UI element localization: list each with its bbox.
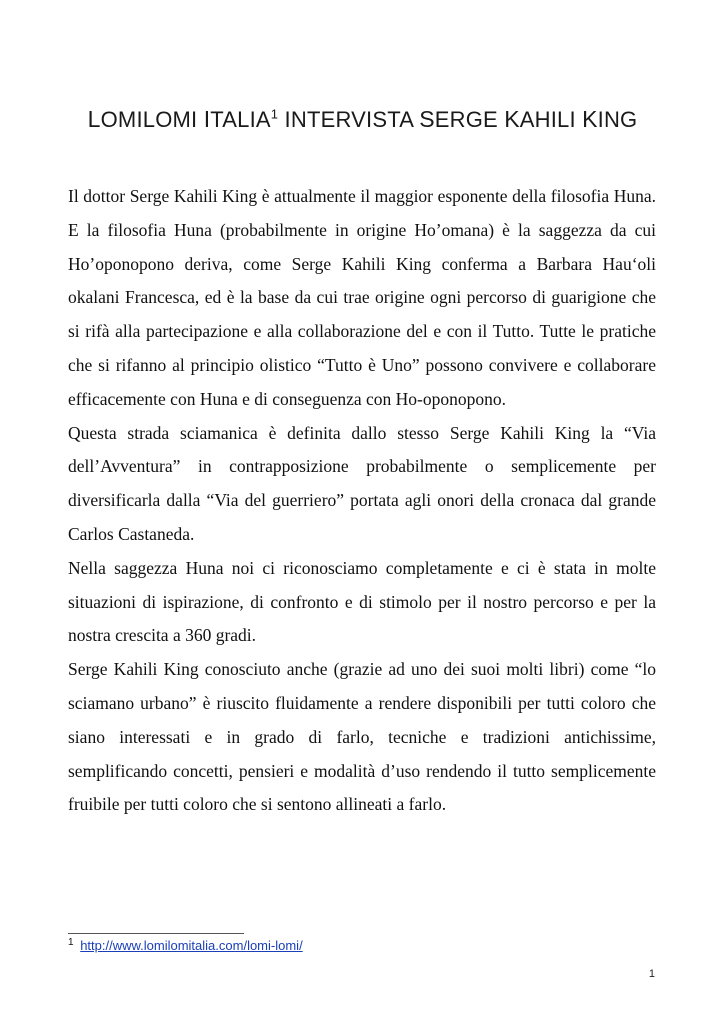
title-word-intervista: INTERVISTA — [284, 107, 413, 132]
footnote-separator — [68, 933, 244, 934]
title-word-kahili: KAHILI — [504, 106, 576, 132]
title-word-lomilomi: LOMILOMI — [87, 106, 198, 132]
footnote-number: 1 — [68, 936, 74, 948]
title-word-king: KING — [582, 106, 638, 132]
page-number: 1 — [648, 968, 655, 980]
title-word-italia: ITALIA$^1$ — [203, 106, 279, 132]
paragraph: Nella saggezza Huna noi ci riconosciamo completamente e ci è stata in molte situazioni di ispirazione, di confronto e di stimolo per il nostro percorso e per la nostra crescita a 360 gradi. — [68, 557, 656, 646]
body-text — [68, 180, 656, 822]
title-word-serge: SERGE — [419, 106, 498, 132]
paragraph: Il dottor Serge Kahili King è attualmente il maggior esponente della filosofia Huna. E la filosofia Huna (probabilmente in origine Ho’omana) è la saggezza da cui Ho’oponopono deriva, come Serge Kahili King conferma a Barbara Hau‘oli okalani Francesca, ed è la base da cui trae origine ogni percorso di guarigione che si rifà alla partecipazione e alla collaborazione del e con il Tutto. Tutte le pratiche che si rifanno al principio olistico “Tutto è Uno” possono convivere e collaborare efficacemente con Huna e di conseguenza con Ho-oponopono. — [68, 186, 656, 409]
paragraph: Questa strada sciamanica è definita dallo stesso Serge Kahili King la “Via dell’Avventura” in contrapposizione probabilmente o semplicemente per diversificarla dalla “Via del guerriero” portata agli onori della cronaca dal grande Carlos Castaneda. — [68, 422, 656, 544]
paragraph: Serge Kahili King conosciuto anche (grazie ad uno dei suoi molti libri) come “lo sciamano urbano” è riuscito fluidamente a rendere disponibili per tutti coloro che siano interessati e in grado di farlo, tecniche e tradizioni antichissime, semplificando concetti, pensieri e modalità d’uso rendendo il tutto semplicemente fruibile per tutti coloro che si sentono allineati a farlo. — [68, 659, 656, 815]
footnote — [68, 938, 303, 953]
title-footnote-ref: 1 — [270, 106, 279, 122]
footnote-link[interactable]: http://www.lomilomitalia.com/lomi-lomi/ — [80, 938, 303, 953]
page-title — [68, 106, 657, 133]
